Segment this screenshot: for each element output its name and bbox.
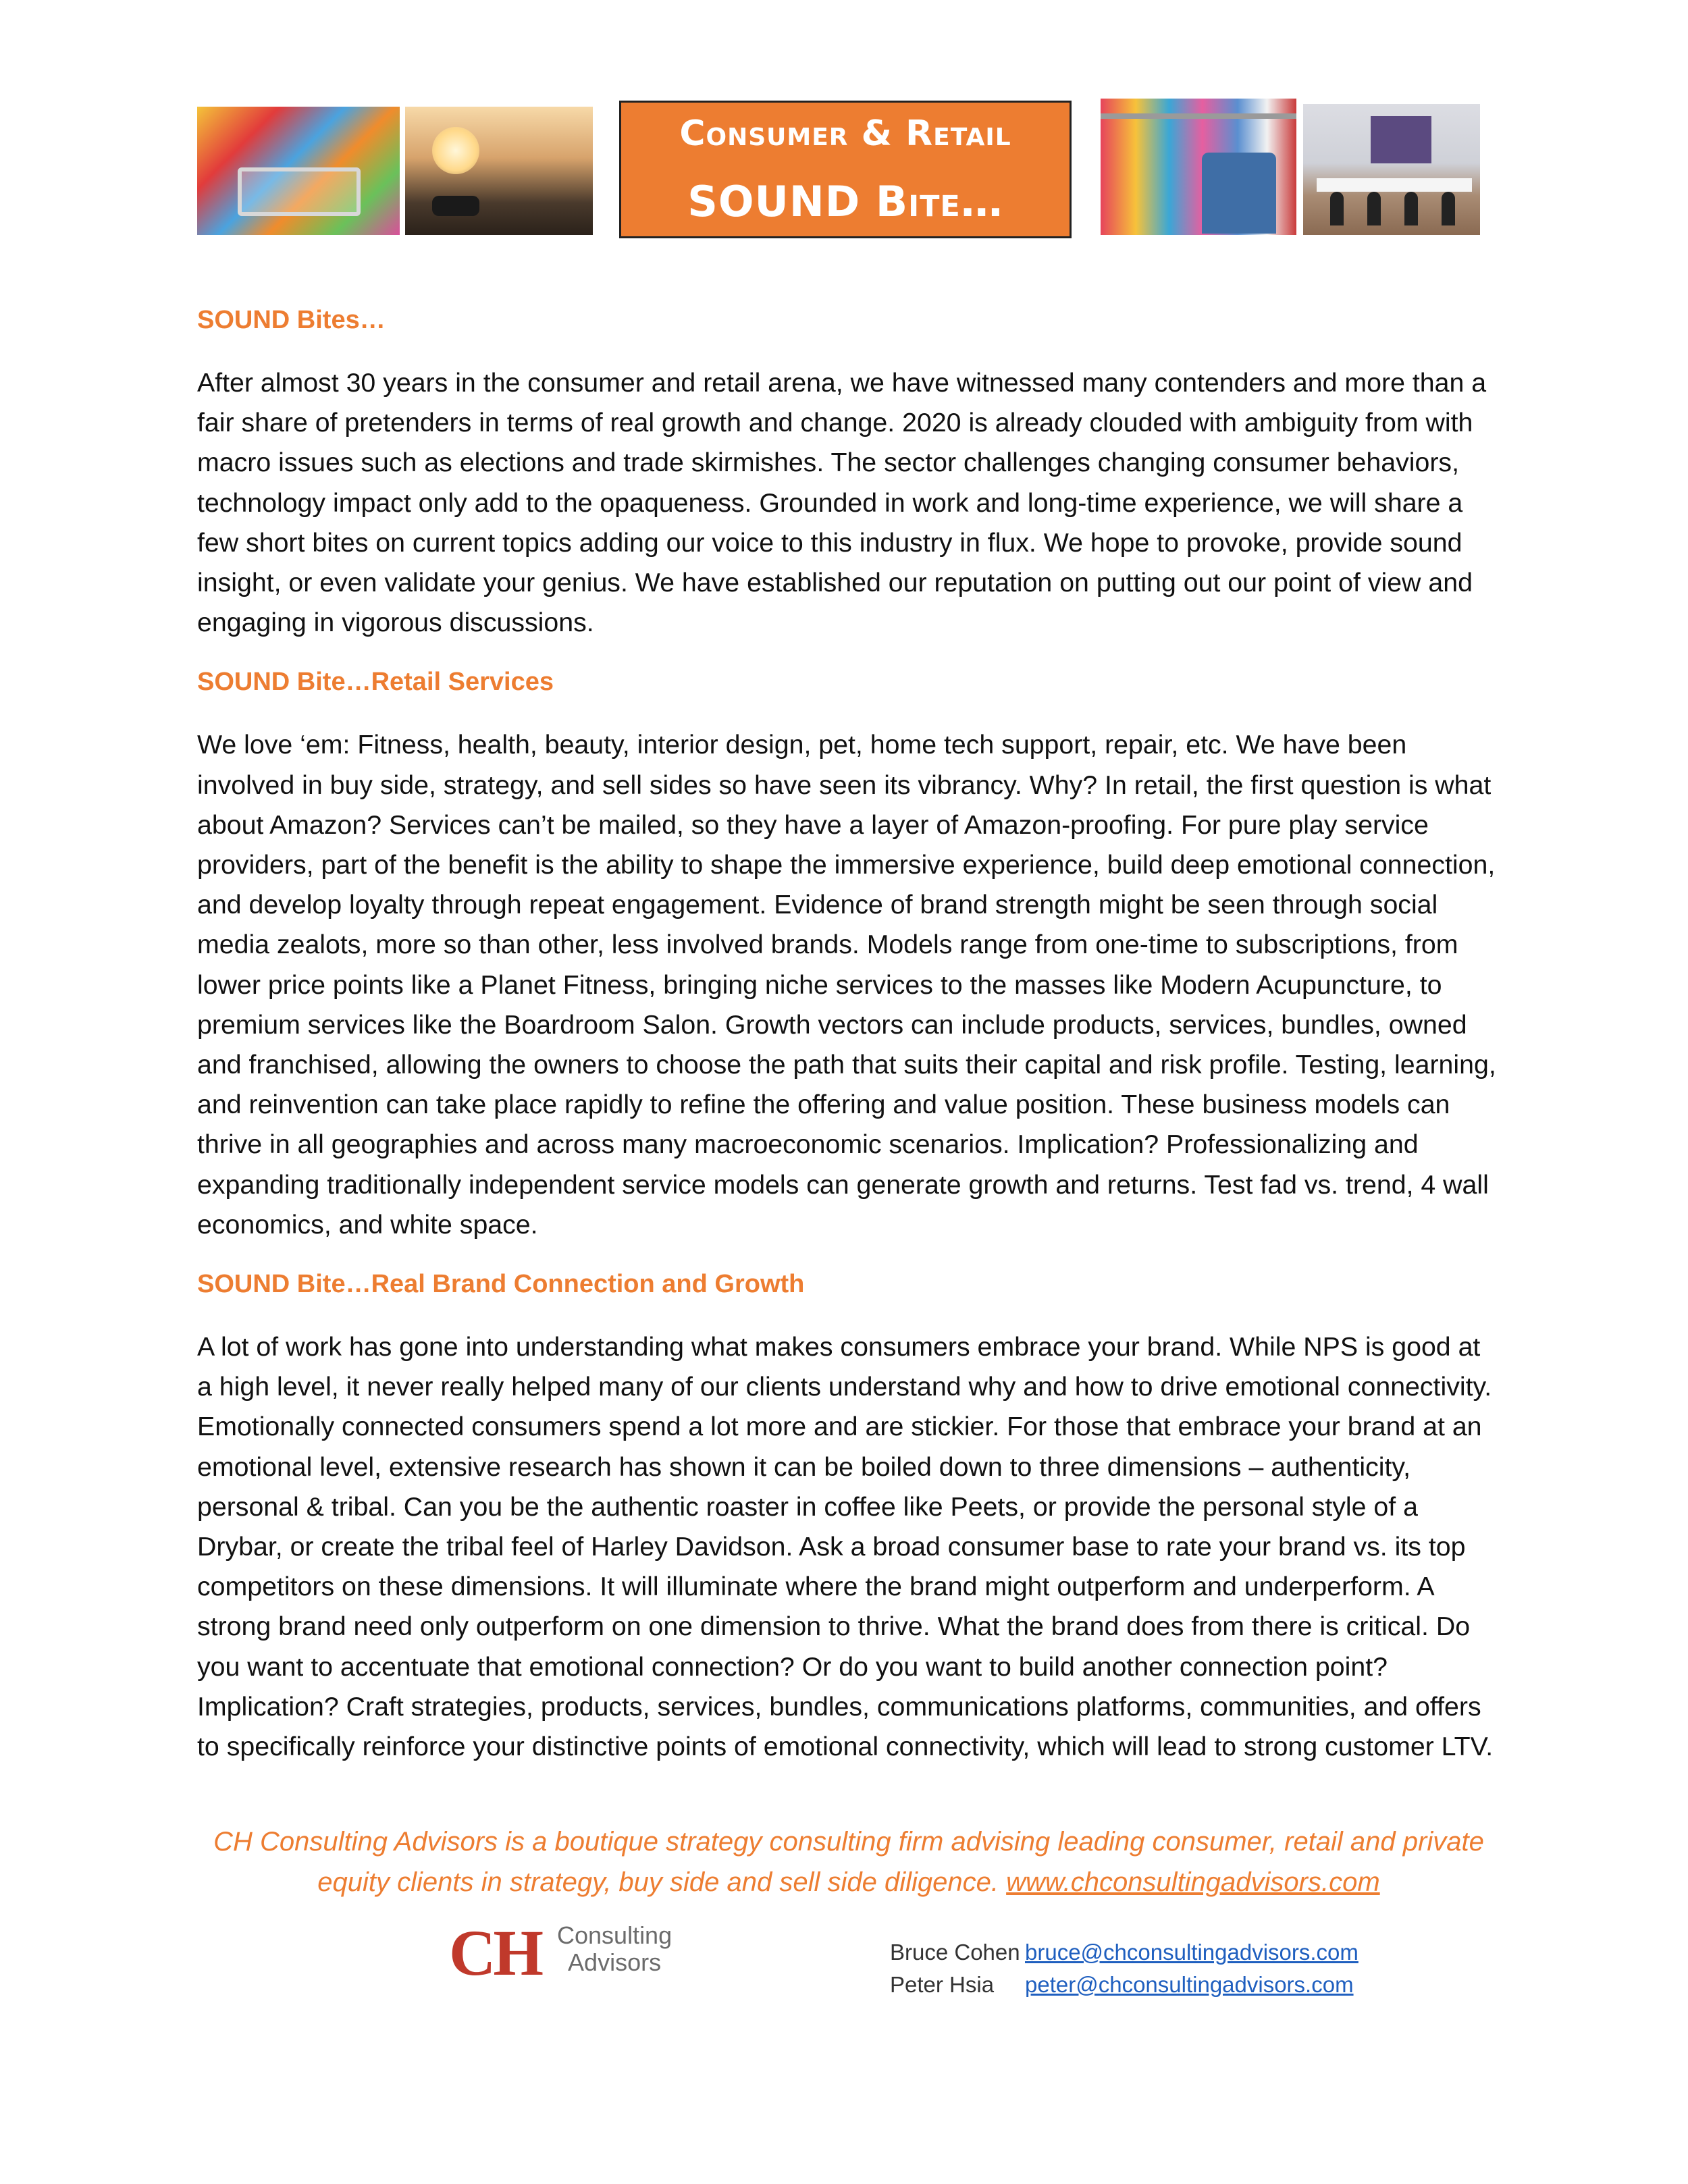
section-body-retail-services: We love ‘em: Fitness, health, beauty, interior design, pet, home tech support, repair, etc. We have been involved in buy side, strategy, and sell sides so have seen its vibrancy. Why? In retail, the first question is what about Amazon? Services can’t be mailed, so they have a layer of Amazon-proofing. For pure play service providers, part of the benefit is the ability to shape the immersive experience, build deep emotional connection, and develop loyalty through repeat engagement. Evidence of brand strength might be seen through social media zealots, more so than other, less involved brands. Models range from one-time to subscriptions, from lower price points like a Planet Fitness, bringing niche services to the masses like Modern Acupuncture, to premium services like the Boardroom Salon. Growth vectors can include products, services, bundles, owned and franchised, allowing the owners to choose the path that suits their capital and risk profile. Testing, learning, and reinvention can take place rapidly to refine the offering and value position. These business models can thrive in all geographies and across many macroeconomic scenarios. Implication? Professionalizing and expanding traditionally independent service models can generate growth and returns. Test fad vs. trend, 4 wall economics, and white space. <box>197 730 1496 1240</box>
website-link[interactable]: www.chconsultingadvisors.com <box>1006 1867 1380 1897</box>
section-heading-retail-services: SOUND Bite…Retail Services <box>197 668 554 697</box>
logo-wordmark <box>557 1922 672 1976</box>
grocery-aisle-photo <box>197 107 400 235</box>
stool-icon <box>1442 192 1455 225</box>
section-body-brand-connection: A lot of work has gone into understanding what makes consumers embrace your brand. While NPS is good at a high level, it never really helped many of our clients understand why and how to drive emotional connectivity. Emotionally connected consumers spend a lot more and are stickier. For those that embrace your brand at an emotional level, extensive research has shown it can be boiled down to three dimensions – authenticity, personal & tribal. Can you be the authentic roaster in coffee like Peets, or provide the personal style of a Drybar, or create the tribal feel of Harley Davidson. Ask a broad consumer base to rate your brand vs. its top competitors on these dimensions. It will illuminate where the brand might outperform and underperform. A strong brand need only outperform on one dimension to thrive. What the brand does from there is critical. Do you want to accentuate that emotional connection? Or do you want to build another connection point? Implication? Craft strategies, products, services, bundles, communications platforms, communities, and offers to specifically reinforce your distinctive points of emotional connectivity, which will lead to strong customer LTV. <box>197 1332 1494 1762</box>
contact-name: Bruce Cohen <box>890 1940 1020 1965</box>
stool-icon <box>1367 192 1381 225</box>
stool-icon <box>1404 192 1418 225</box>
article-body <box>197 302 1500 1788</box>
logo-mark: CH <box>449 1917 541 1989</box>
clothing-rail <box>1101 113 1296 119</box>
contact-row <box>890 1936 1359 1969</box>
fitness-photo <box>405 107 593 235</box>
logo-line2: Advisors <box>568 1948 662 1976</box>
contact-email-link[interactable]: peter@chconsultingadvisors.com <box>1025 1972 1354 1997</box>
salon-interior-photo <box>1303 104 1480 235</box>
section-heading-sound-bites: SOUND Bites… <box>197 306 386 334</box>
sunlight-shape <box>432 127 479 174</box>
section-body-sound-bites: After almost 30 years in the consumer and retail arena, we have witnessed many contenders and more than a fair share of pretenders in terms of real growth and change. 2020 is already clouded with ambiguity from with macro issues such as elections and trade skirmishes. The sector challenges changing consumer behaviors, technology impact only add to the opaqueness. Grounded in work and long-time experience, we will share a few short bites on current topics adding our voice to this industry in flux. We hope to provoke, provide sound insight, or even validate your genius. We have established our reputation on putting out our point of view and engaging in vigorous discussions. <box>197 368 1487 638</box>
denim-jacket-shape <box>1202 153 1276 234</box>
footer-tagline <box>197 1821 1500 1902</box>
contact-list <box>890 1936 1359 2001</box>
clothing-rack-photo <box>1101 99 1296 235</box>
stool-icon <box>1330 192 1344 225</box>
banner-title-line1: Consumer & Retail <box>679 113 1011 154</box>
logo-line1: Consulting <box>557 1921 672 1949</box>
header-banner <box>197 99 1480 240</box>
accent-wall-shape <box>1371 116 1431 163</box>
contact-name: Peter Hsia <box>890 1972 995 1997</box>
shopping-cart-icon <box>238 167 361 216</box>
footer-tagline-text: CH Consulting Advisors is a boutique strategy consulting firm advising leading consumer, retail and private equity clients in strategy, buy side and sell side diligence. <box>213 1827 1484 1897</box>
banner-title-line2: SOUND Bite… <box>687 177 1003 226</box>
contact-email-link[interactable]: bruce@chconsultingadvisors.com <box>1025 1940 1359 1965</box>
counter-shape <box>1317 178 1472 192</box>
banner-title-box <box>619 101 1072 238</box>
contact-row <box>890 1969 1359 2001</box>
dumbbell-icon <box>432 196 479 216</box>
company-logo <box>449 1917 679 1989</box>
section-heading-brand-connection: SOUND Bite…Real Brand Connection and Growth <box>197 1270 805 1299</box>
